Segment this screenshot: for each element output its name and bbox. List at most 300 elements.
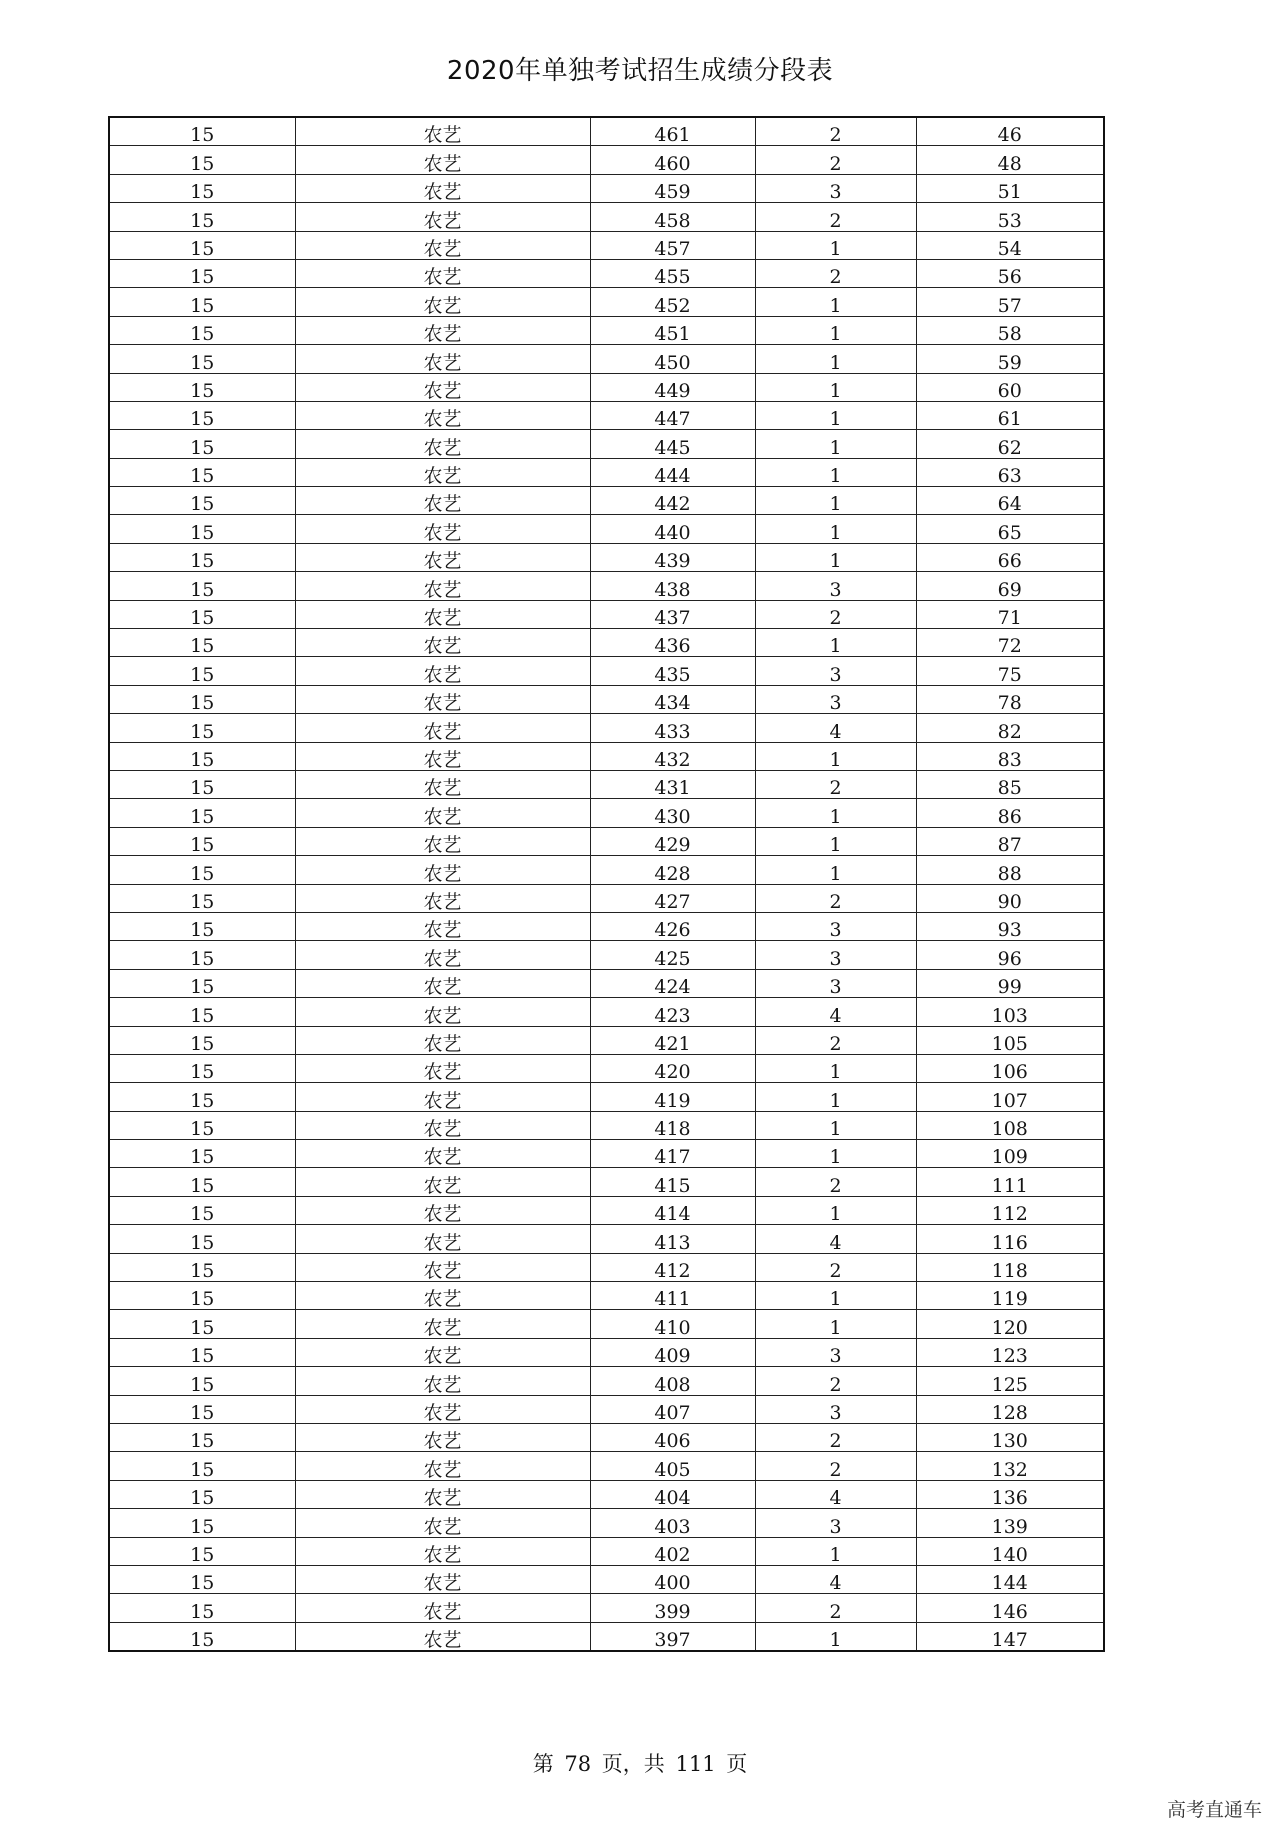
group-cell: 15 (109, 998, 295, 1026)
cumulative-cell: 65 (916, 515, 1104, 543)
group-cell: 15 (109, 770, 295, 798)
cumulative-cell: 75 (916, 657, 1104, 685)
score-cell: 399 (590, 1594, 755, 1622)
count-cell: 1 (755, 1310, 916, 1338)
group-cell: 15 (109, 884, 295, 912)
count-cell: 2 (755, 1452, 916, 1480)
cumulative-cell: 46 (916, 117, 1104, 146)
cumulative-cell: 139 (916, 1509, 1104, 1537)
cumulative-cell: 105 (916, 1026, 1104, 1054)
count-cell: 3 (755, 1395, 916, 1423)
category-cell: 农艺 (295, 1622, 590, 1651)
group-cell: 15 (109, 941, 295, 969)
count-cell: 1 (755, 316, 916, 344)
count-cell: 1 (755, 487, 916, 515)
category-cell: 农艺 (295, 515, 590, 543)
table-row (109, 827, 1104, 855)
count-cell: 2 (755, 1367, 916, 1395)
category-cell: 农艺 (295, 288, 590, 316)
group-cell: 15 (109, 714, 295, 742)
category-cell: 农艺 (295, 458, 590, 486)
score-cell: 404 (590, 1480, 755, 1508)
count-cell: 1 (755, 1622, 916, 1651)
category-cell: 农艺 (295, 203, 590, 231)
table-row (109, 856, 1104, 884)
watermark: 高考直通车 (1166, 1799, 1262, 1821)
category-cell: 农艺 (295, 1140, 590, 1168)
count-cell: 1 (755, 1196, 916, 1224)
table-row (109, 543, 1104, 571)
table-row (109, 1509, 1104, 1537)
category-cell: 农艺 (295, 1395, 590, 1423)
count-cell: 1 (755, 458, 916, 486)
group-cell: 15 (109, 345, 295, 373)
cumulative-cell: 140 (916, 1537, 1104, 1565)
score-cell: 432 (590, 742, 755, 770)
score-cell: 418 (590, 1111, 755, 1139)
category-cell: 农艺 (295, 1054, 590, 1082)
table-row (109, 203, 1104, 231)
score-cell: 435 (590, 657, 755, 685)
category-cell: 农艺 (295, 827, 590, 855)
count-cell: 3 (755, 1509, 916, 1537)
count-cell: 4 (755, 1225, 916, 1253)
table-row (109, 1367, 1104, 1395)
table-row (109, 1423, 1104, 1451)
category-cell: 农艺 (295, 685, 590, 713)
count-cell: 1 (755, 515, 916, 543)
score-cell: 460 (590, 146, 755, 174)
count-cell: 2 (755, 203, 916, 231)
count-cell: 1 (755, 1083, 916, 1111)
score-cell: 400 (590, 1565, 755, 1593)
cumulative-cell: 56 (916, 259, 1104, 287)
group-cell: 15 (109, 1054, 295, 1082)
table-row (109, 487, 1104, 515)
table-row (109, 998, 1104, 1026)
category-cell: 农艺 (295, 770, 590, 798)
cumulative-cell: 57 (916, 288, 1104, 316)
count-cell: 4 (755, 1480, 916, 1508)
score-cell: 423 (590, 998, 755, 1026)
score-cell: 420 (590, 1054, 755, 1082)
cumulative-cell: 136 (916, 1480, 1104, 1508)
cumulative-cell: 125 (916, 1367, 1104, 1395)
table-row (109, 458, 1104, 486)
group-cell: 15 (109, 1225, 295, 1253)
score-cell: 440 (590, 515, 755, 543)
score-cell: 429 (590, 827, 755, 855)
count-cell: 1 (755, 401, 916, 429)
count-cell: 4 (755, 714, 916, 742)
category-cell: 农艺 (295, 1565, 590, 1593)
table-row (109, 1565, 1104, 1593)
count-cell: 2 (755, 259, 916, 287)
category-cell: 农艺 (295, 1282, 590, 1310)
score-cell: 411 (590, 1282, 755, 1310)
cumulative-cell: 108 (916, 1111, 1104, 1139)
table-row (109, 1253, 1104, 1281)
score-cell: 405 (590, 1452, 755, 1480)
table-row (109, 259, 1104, 287)
score-cell: 417 (590, 1140, 755, 1168)
table-row (109, 1594, 1104, 1622)
cumulative-cell: 130 (916, 1423, 1104, 1451)
group-cell: 15 (109, 1168, 295, 1196)
category-cell: 农艺 (295, 1196, 590, 1224)
cumulative-cell: 61 (916, 401, 1104, 429)
group-cell: 15 (109, 316, 295, 344)
count-cell: 3 (755, 657, 916, 685)
score-cell: 410 (590, 1310, 755, 1338)
count-cell: 3 (755, 912, 916, 940)
cumulative-cell: 64 (916, 487, 1104, 515)
score-cell: 436 (590, 629, 755, 657)
table-row (109, 345, 1104, 373)
cumulative-cell: 146 (916, 1594, 1104, 1622)
group-cell: 15 (109, 231, 295, 259)
category-cell: 农艺 (295, 1509, 590, 1537)
count-cell: 2 (755, 117, 916, 146)
group-cell: 15 (109, 1594, 295, 1622)
table-row (109, 884, 1104, 912)
score-cell: 442 (590, 487, 755, 515)
group-cell: 15 (109, 430, 295, 458)
table-row (109, 1395, 1104, 1423)
category-cell: 农艺 (295, 629, 590, 657)
table-row (109, 1111, 1104, 1139)
category-cell: 农艺 (295, 1423, 590, 1451)
group-cell: 15 (109, 742, 295, 770)
cumulative-cell: 107 (916, 1083, 1104, 1111)
category-cell: 农艺 (295, 1310, 590, 1338)
category-cell: 农艺 (295, 912, 590, 940)
cumulative-cell: 93 (916, 912, 1104, 940)
table-row (109, 1140, 1104, 1168)
score-cell: 449 (590, 373, 755, 401)
group-cell: 15 (109, 288, 295, 316)
score-cell: 439 (590, 543, 755, 571)
group-cell: 15 (109, 146, 295, 174)
table-row (109, 969, 1104, 997)
category-cell: 农艺 (295, 1594, 590, 1622)
category-cell: 农艺 (295, 600, 590, 628)
count-cell: 3 (755, 174, 916, 202)
table-row (109, 770, 1104, 798)
cumulative-cell: 72 (916, 629, 1104, 657)
count-cell: 2 (755, 146, 916, 174)
page-footer: 第 78 页，共 111 页 (532, 1752, 748, 1776)
category-cell: 农艺 (295, 742, 590, 770)
group-cell: 15 (109, 1026, 295, 1054)
count-cell: 2 (755, 600, 916, 628)
table-row (109, 1537, 1104, 1565)
cumulative-cell: 78 (916, 685, 1104, 713)
group-cell: 15 (109, 572, 295, 600)
score-cell: 402 (590, 1537, 755, 1565)
category-cell: 农艺 (295, 146, 590, 174)
category-cell: 农艺 (295, 430, 590, 458)
score-cell: 438 (590, 572, 755, 600)
category-cell: 农艺 (295, 1367, 590, 1395)
category-cell: 农艺 (295, 117, 590, 146)
score-cell: 447 (590, 401, 755, 429)
cumulative-cell: 86 (916, 799, 1104, 827)
group-cell: 15 (109, 1395, 295, 1423)
category-cell: 农艺 (295, 969, 590, 997)
count-cell: 4 (755, 1565, 916, 1593)
category-cell: 农艺 (295, 316, 590, 344)
count-cell: 1 (755, 629, 916, 657)
group-cell: 15 (109, 487, 295, 515)
category-cell: 农艺 (295, 799, 590, 827)
cumulative-cell: 66 (916, 543, 1104, 571)
count-cell: 1 (755, 1282, 916, 1310)
cumulative-cell: 128 (916, 1395, 1104, 1423)
category-cell: 农艺 (295, 1168, 590, 1196)
table-row (109, 231, 1104, 259)
score-cell: 459 (590, 174, 755, 202)
score-cell: 419 (590, 1083, 755, 1111)
category-cell: 农艺 (295, 1338, 590, 1366)
score-cell: 407 (590, 1395, 755, 1423)
group-cell: 15 (109, 1565, 295, 1593)
table-row (109, 742, 1104, 770)
category-cell: 农艺 (295, 884, 590, 912)
score-cell: 428 (590, 856, 755, 884)
score-cell: 461 (590, 117, 755, 146)
category-cell: 农艺 (295, 856, 590, 884)
score-cell: 413 (590, 1225, 755, 1253)
cumulative-cell: 116 (916, 1225, 1104, 1253)
category-cell: 农艺 (295, 1026, 590, 1054)
group-cell: 15 (109, 458, 295, 486)
cumulative-cell: 111 (916, 1168, 1104, 1196)
count-cell: 1 (755, 345, 916, 373)
score-cell: 455 (590, 259, 755, 287)
group-cell: 15 (109, 799, 295, 827)
table-row (109, 1168, 1104, 1196)
group-cell: 15 (109, 259, 295, 287)
score-cell: 431 (590, 770, 755, 798)
category-cell: 农艺 (295, 1225, 590, 1253)
cumulative-cell: 83 (916, 742, 1104, 770)
cumulative-cell: 132 (916, 1452, 1104, 1480)
group-cell: 15 (109, 1452, 295, 1480)
group-cell: 15 (109, 912, 295, 940)
cumulative-cell: 62 (916, 430, 1104, 458)
cumulative-cell: 99 (916, 969, 1104, 997)
count-cell: 1 (755, 1054, 916, 1082)
group-cell: 15 (109, 1140, 295, 1168)
group-cell: 15 (109, 827, 295, 855)
group-cell: 15 (109, 1367, 295, 1395)
group-cell: 15 (109, 1253, 295, 1281)
group-cell: 15 (109, 856, 295, 884)
group-cell: 15 (109, 969, 295, 997)
table-row (109, 1452, 1104, 1480)
group-cell: 15 (109, 685, 295, 713)
table-row (109, 941, 1104, 969)
cumulative-cell: 109 (916, 1140, 1104, 1168)
score-cell: 433 (590, 714, 755, 742)
count-cell: 1 (755, 827, 916, 855)
score-cell: 408 (590, 1367, 755, 1395)
group-cell: 15 (109, 1310, 295, 1338)
table-row (109, 288, 1104, 316)
count-cell: 2 (755, 770, 916, 798)
table-row (109, 174, 1104, 202)
category-cell: 农艺 (295, 998, 590, 1026)
count-cell: 3 (755, 685, 916, 713)
group-cell: 15 (109, 203, 295, 231)
table-row (109, 1196, 1104, 1224)
count-cell: 1 (755, 1111, 916, 1139)
group-cell: 15 (109, 600, 295, 628)
table-row (109, 1622, 1104, 1651)
table-row (109, 657, 1104, 685)
group-cell: 15 (109, 1622, 295, 1651)
cumulative-cell: 51 (916, 174, 1104, 202)
cumulative-cell: 58 (916, 316, 1104, 344)
group-cell: 15 (109, 1509, 295, 1537)
count-cell: 1 (755, 430, 916, 458)
count-cell: 4 (755, 998, 916, 1026)
cumulative-cell: 106 (916, 1054, 1104, 1082)
score-cell: 412 (590, 1253, 755, 1281)
category-cell: 农艺 (295, 1452, 590, 1480)
cumulative-cell: 53 (916, 203, 1104, 231)
score-cell: 406 (590, 1423, 755, 1451)
score-cell: 444 (590, 458, 755, 486)
cumulative-cell: 103 (916, 998, 1104, 1026)
category-cell: 农艺 (295, 1537, 590, 1565)
group-cell: 15 (109, 401, 295, 429)
score-cell: 437 (590, 600, 755, 628)
score-cell: 452 (590, 288, 755, 316)
score-cell: 434 (590, 685, 755, 713)
table-row (109, 1338, 1104, 1366)
group-cell: 15 (109, 117, 295, 146)
count-cell: 3 (755, 941, 916, 969)
category-cell: 农艺 (295, 572, 590, 600)
score-cell: 425 (590, 941, 755, 969)
cumulative-cell: 59 (916, 345, 1104, 373)
count-cell: 1 (755, 742, 916, 770)
count-cell: 2 (755, 1594, 916, 1622)
table-row (109, 316, 1104, 344)
table-row (109, 373, 1104, 401)
category-cell: 农艺 (295, 714, 590, 742)
count-cell: 2 (755, 1423, 916, 1451)
table-row (109, 1310, 1104, 1338)
count-cell: 2 (755, 1253, 916, 1281)
cumulative-cell: 60 (916, 373, 1104, 401)
score-cell: 427 (590, 884, 755, 912)
cumulative-cell: 54 (916, 231, 1104, 259)
cumulative-cell: 82 (916, 714, 1104, 742)
score-cell: 451 (590, 316, 755, 344)
group-cell: 15 (109, 543, 295, 571)
category-cell: 农艺 (295, 1253, 590, 1281)
category-cell: 农艺 (295, 1083, 590, 1111)
table-row (109, 1083, 1104, 1111)
count-cell: 3 (755, 969, 916, 997)
table-row (109, 1054, 1104, 1082)
category-cell: 农艺 (295, 543, 590, 571)
score-table (108, 116, 1105, 1652)
table-row (109, 1480, 1104, 1508)
cumulative-cell: 144 (916, 1565, 1104, 1593)
category-cell: 农艺 (295, 373, 590, 401)
count-cell: 1 (755, 856, 916, 884)
table-row (109, 515, 1104, 543)
group-cell: 15 (109, 1196, 295, 1224)
group-cell: 15 (109, 1423, 295, 1451)
table-row (109, 401, 1104, 429)
cumulative-cell: 96 (916, 941, 1104, 969)
table-row (109, 430, 1104, 458)
table-row (109, 714, 1104, 742)
count-cell: 1 (755, 1140, 916, 1168)
score-cell: 457 (590, 231, 755, 259)
cumulative-cell: 87 (916, 827, 1104, 855)
count-cell: 2 (755, 884, 916, 912)
category-cell: 农艺 (295, 657, 590, 685)
cumulative-cell: 88 (916, 856, 1104, 884)
category-cell: 农艺 (295, 231, 590, 259)
cumulative-cell: 85 (916, 770, 1104, 798)
score-cell: 409 (590, 1338, 755, 1366)
group-cell: 15 (109, 1480, 295, 1508)
cumulative-cell: 147 (916, 1622, 1104, 1651)
category-cell: 农艺 (295, 487, 590, 515)
group-cell: 15 (109, 1083, 295, 1111)
category-cell: 农艺 (295, 401, 590, 429)
table-row (109, 629, 1104, 657)
count-cell: 3 (755, 572, 916, 600)
score-cell: 397 (590, 1622, 755, 1651)
group-cell: 15 (109, 1111, 295, 1139)
count-cell: 1 (755, 1537, 916, 1565)
category-cell: 农艺 (295, 259, 590, 287)
group-cell: 15 (109, 515, 295, 543)
table-row (109, 1282, 1104, 1310)
cumulative-cell: 119 (916, 1282, 1104, 1310)
table-row (109, 799, 1104, 827)
score-cell: 415 (590, 1168, 755, 1196)
cumulative-cell: 120 (916, 1310, 1104, 1338)
score-cell: 430 (590, 799, 755, 827)
group-cell: 15 (109, 657, 295, 685)
score-cell: 450 (590, 345, 755, 373)
category-cell: 农艺 (295, 1111, 590, 1139)
cumulative-cell: 123 (916, 1338, 1104, 1366)
cumulative-cell: 71 (916, 600, 1104, 628)
group-cell: 15 (109, 1537, 295, 1565)
page-title: 2020年单独考试招生成绩分段表 (446, 56, 834, 86)
category-cell: 农艺 (295, 1480, 590, 1508)
count-cell: 1 (755, 231, 916, 259)
group-cell: 15 (109, 1338, 295, 1366)
count-cell: 2 (755, 1026, 916, 1054)
table-row (109, 1225, 1104, 1253)
group-cell: 15 (109, 629, 295, 657)
table-row (109, 1026, 1104, 1054)
category-cell: 农艺 (295, 174, 590, 202)
table-row (109, 117, 1104, 146)
category-cell: 农艺 (295, 941, 590, 969)
